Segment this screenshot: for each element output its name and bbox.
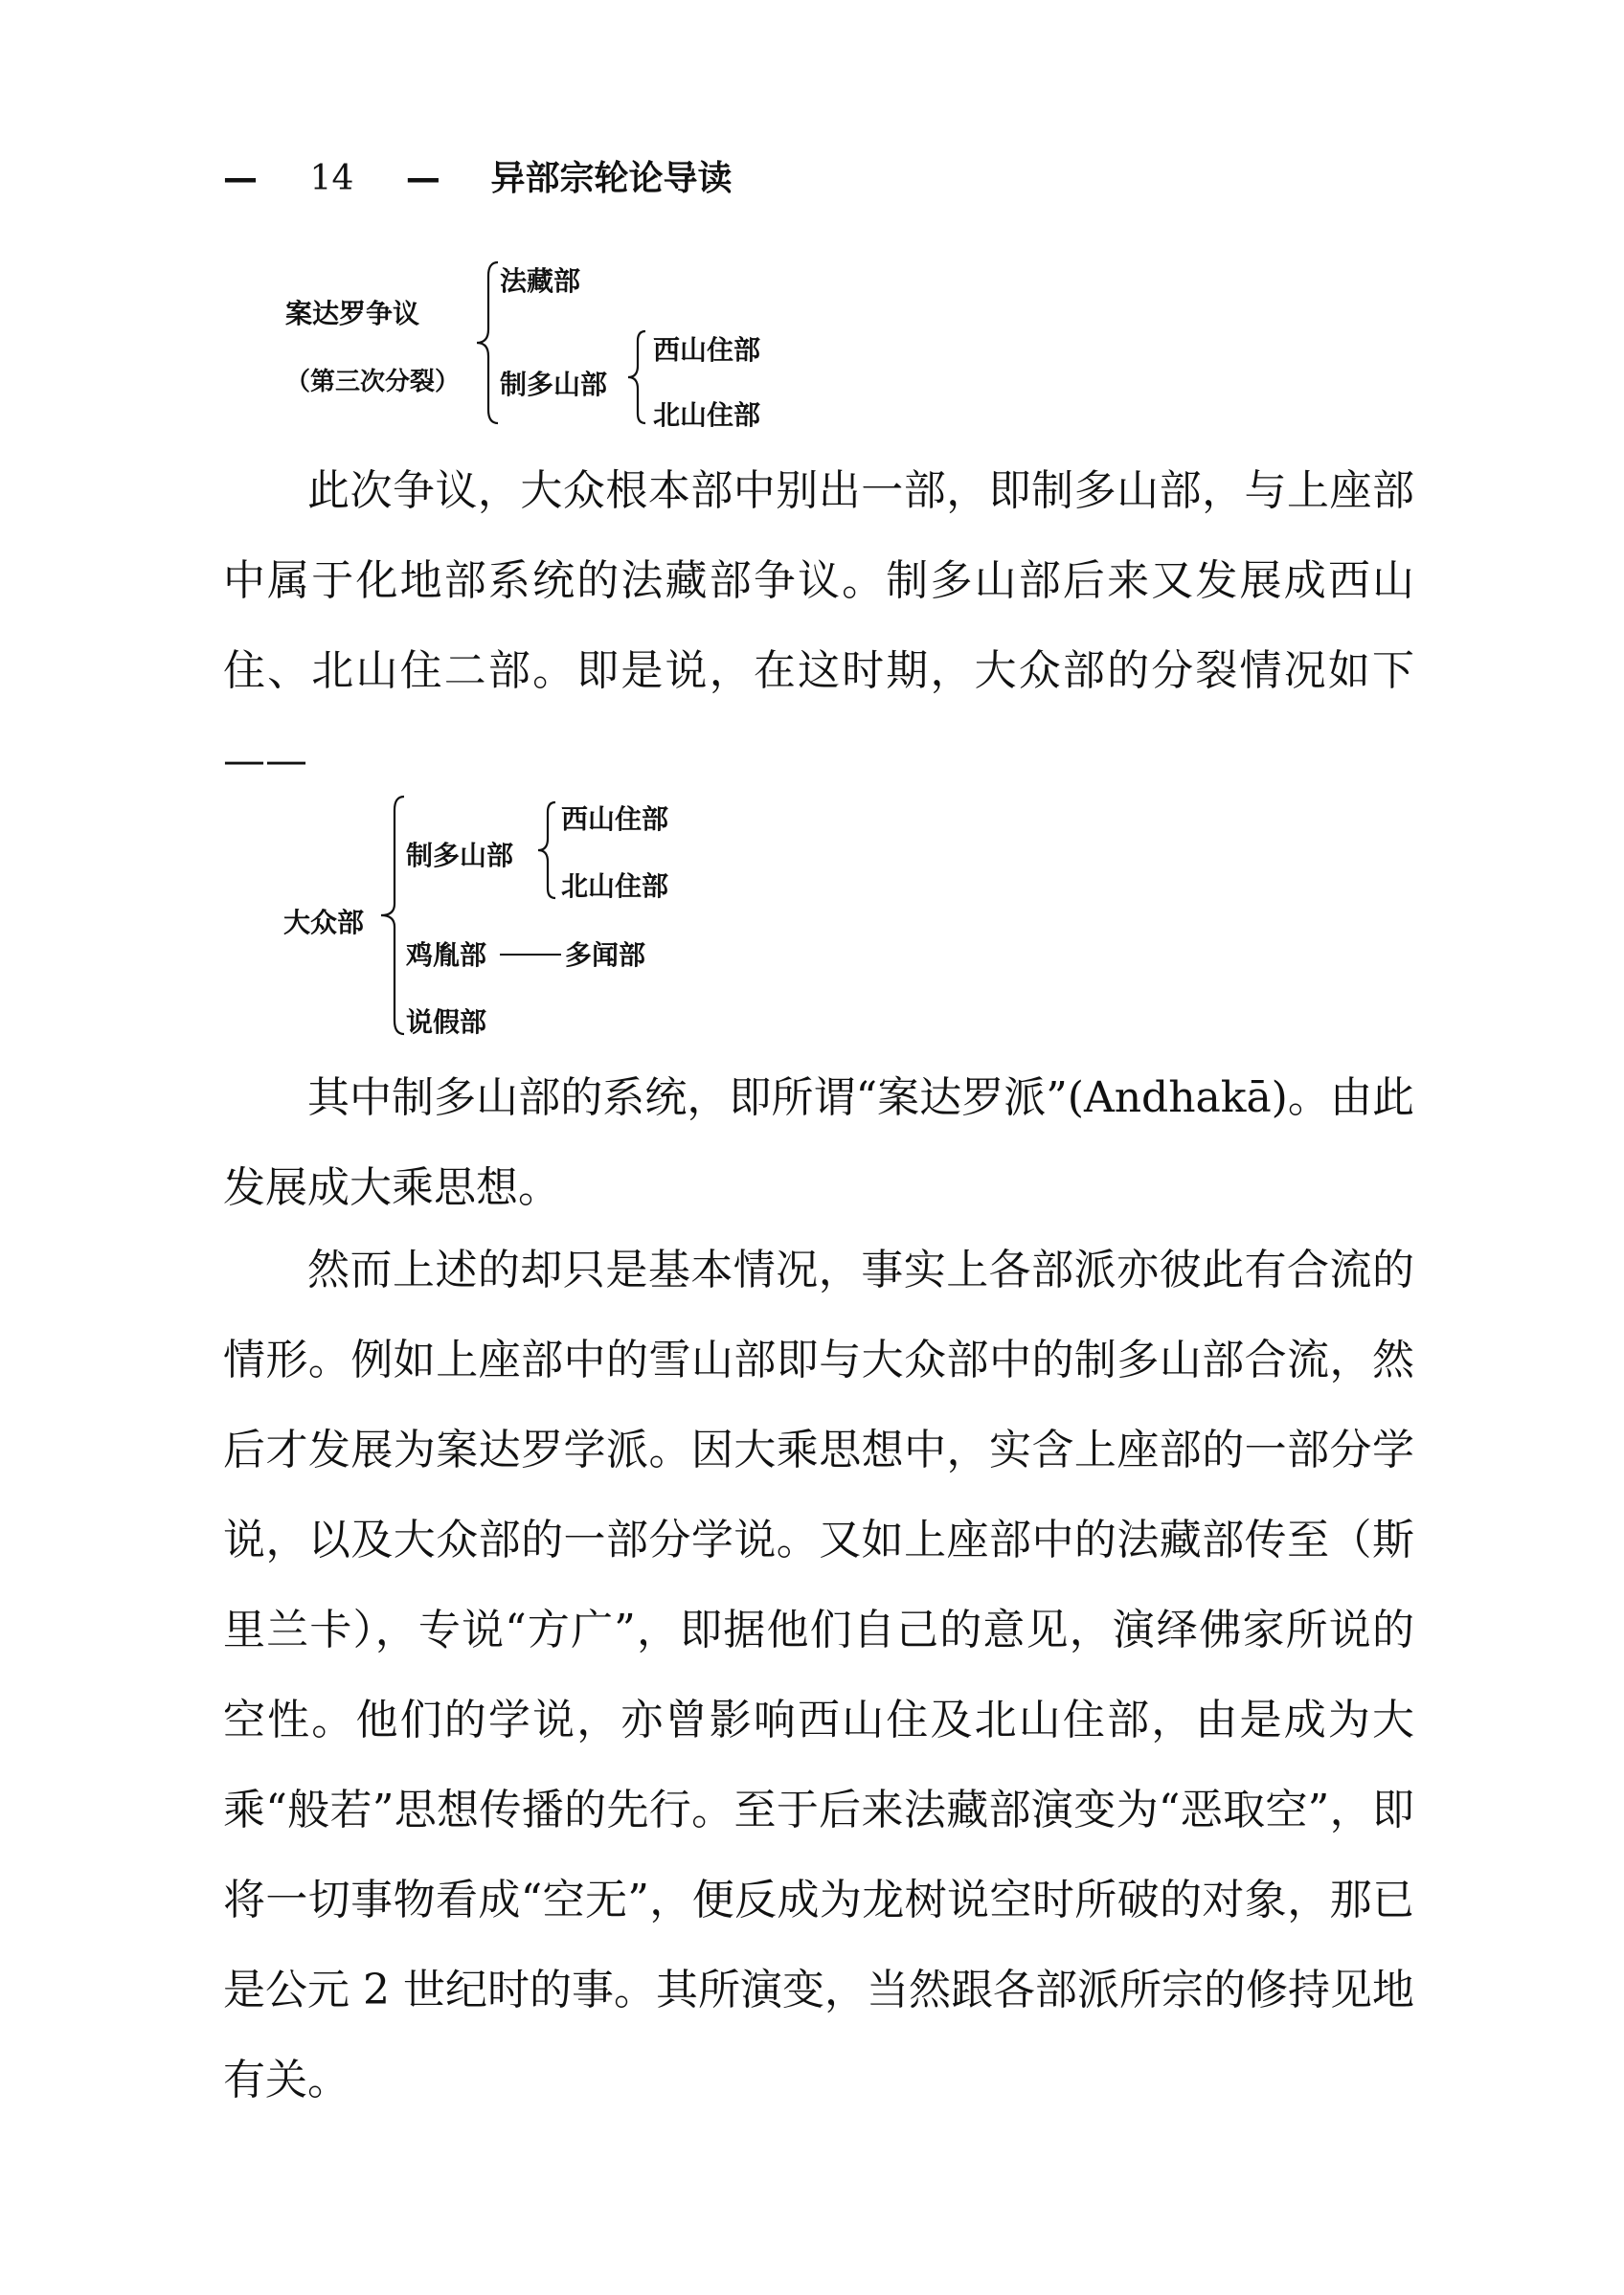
diagram2-sub-1: 西山住部 — [561, 803, 669, 835]
diagram1-sub-1: 西山住部 — [653, 334, 761, 366]
diagram1-root-line2: （第三次分裂） — [285, 368, 461, 396]
diagram2-root: 大众部 — [283, 907, 365, 938]
paragraph-3: 然而上述的却只是基本情况，事实上各部派亦彼此有合流的情形。例如上座部中的雪山部即与大众部中的制多山部合流，然后才发展为案达罗学派。因大乘思想中，实含上座部的一部分学说，以及大众部的一部分学说。又如上座部中的法藏部传至（斯里兰卡），专说“方广”，即据他们自己的意见，演绎佛家所说的空性。他们的学说，亦曾影响西山住及北山住部，由是成为大乘“般若”思想传播的先行。至于后来法藏部演变为“恶取空”，即将一切事物看成“空无”，便反成为龙树说空时所破的对象，那已是公元 2 世纪时的事。其所演变，当然跟各部派所宗的修持见地有关。 — [223, 1246, 1414, 2104]
header-dash-right: — — [405, 159, 440, 198]
diagram1-root-line1: 案达罗争议 — [285, 298, 420, 329]
diagram2-branch-2: 鸡胤部 — [406, 939, 487, 971]
book-title: 异部宗轮论导读 — [490, 159, 733, 198]
diagram1-branch-1: 法藏部 — [500, 265, 581, 297]
diagram2-branch-3: 说假部 — [406, 1006, 487, 1038]
page-number: 14 — [309, 159, 354, 198]
header-dash-left: — — [223, 159, 258, 198]
running-header — [223, 151, 732, 200]
diagram2-branch-2-child: 多闻部 — [565, 939, 646, 971]
diagram2-connector-line — [500, 954, 561, 956]
paragraph-2: 其中制多山部的系统，即所谓“案达罗派”(Andhakā)。由此发展成大乘思想。 — [223, 1073, 1414, 1212]
paragraph-1: 此次争议，大众根本部中别出一部，即制多山部，与上座部中属于化地部系统的法藏部争议。制多山部后来又发展成西山住、北山住二部。即是说，在这时期，大众部的分裂情况如下—— — [223, 466, 1414, 785]
diagram2-brace-sub — [532, 797, 561, 904]
diagram1-sub-2: 北山住部 — [653, 399, 761, 431]
diagram2-sub-2: 北山住部 — [561, 870, 669, 902]
diagram2-branch-1: 制多山部 — [406, 840, 514, 871]
diagram1-branch-2: 制多山部 — [500, 369, 608, 400]
diagram1-brace-sub — [622, 326, 651, 431]
